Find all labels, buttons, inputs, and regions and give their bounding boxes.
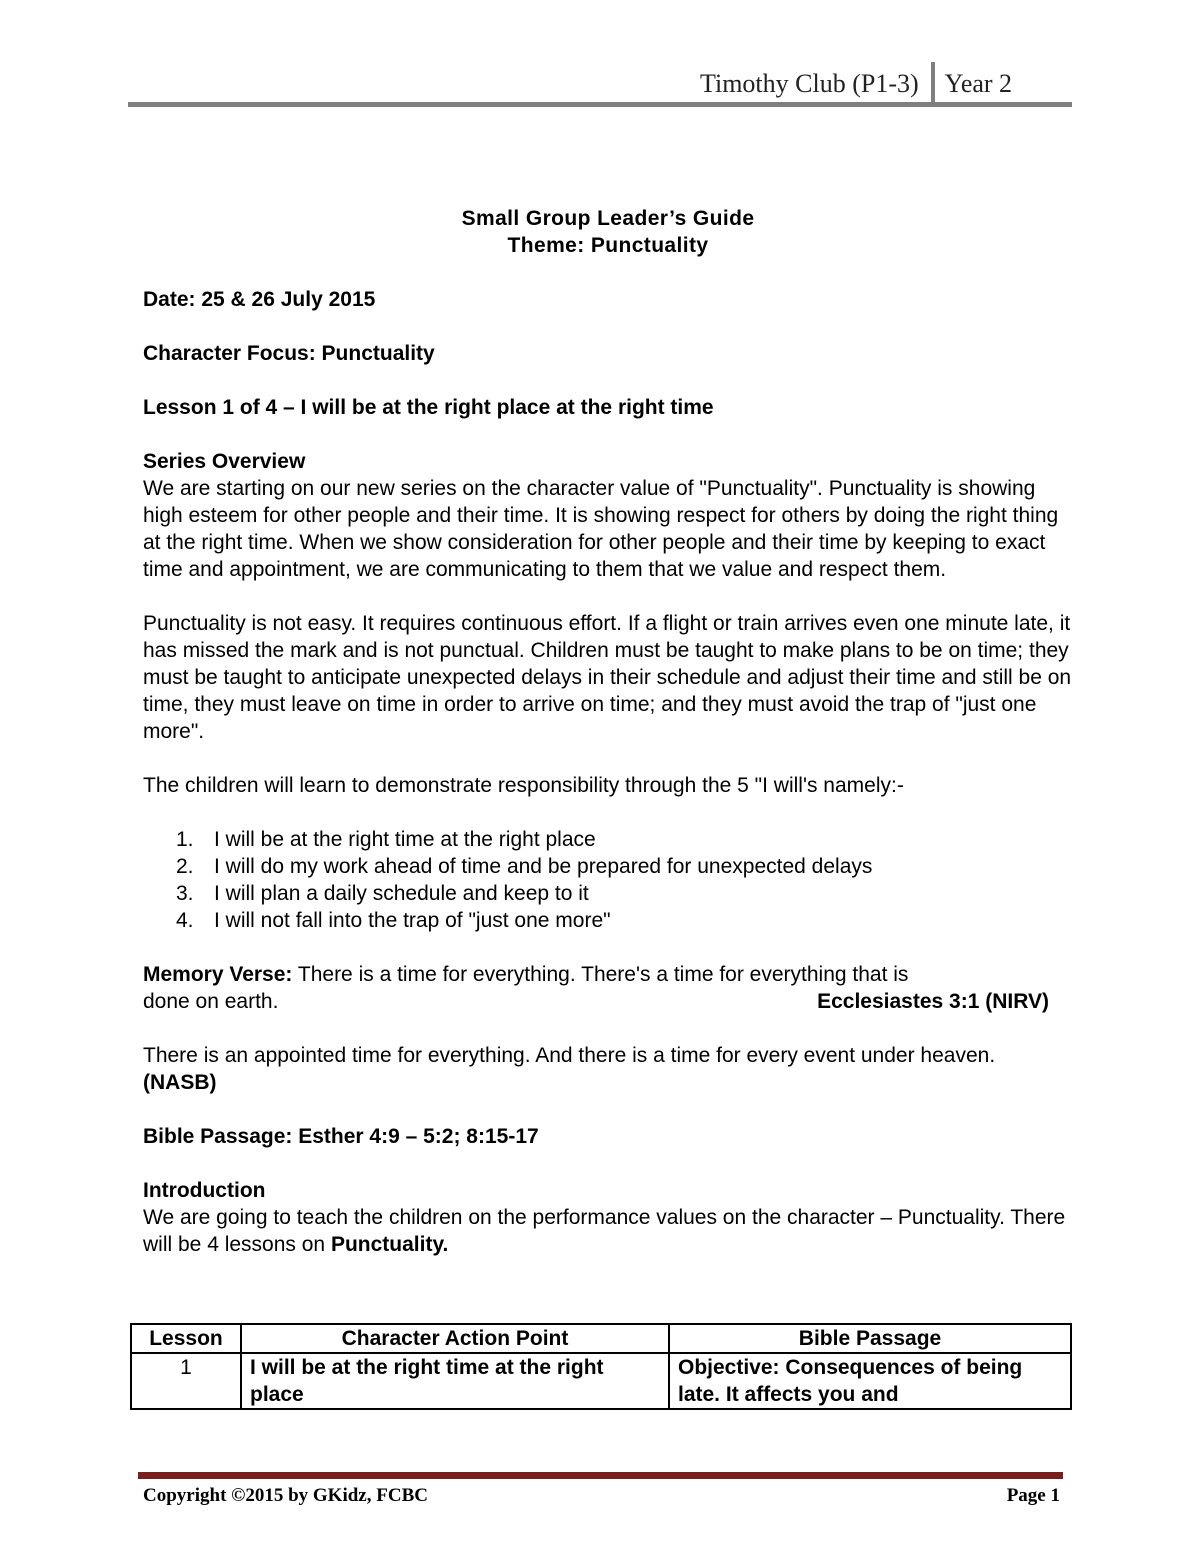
list-item: 4. I will not fall into the trap of "just one more" [176, 909, 611, 932]
series-overview-paragraph-2: Punctuality is not easy. It requires continuous effort. If a flight or train arrives even one minute late, it has missed the mark and is not punctual. Children must be taught to make plans to be on time; they must be taught to anticipate unexpected delays in their schedule and adjust their time and still be on time, they must leave on time in order to arrive on time; and they must avoid the trap of "just one more". [143, 612, 1072, 743]
memory-verse [143, 961, 1073, 988]
memory-verse-continuation [143, 988, 1049, 1015]
list-item: 2. I will do my work ahead of time and be prepared for unexpected delays [176, 855, 873, 878]
cell-lesson: 1 [131, 1353, 241, 1409]
character-focus: Character Focus: Punctuality [143, 342, 435, 365]
date-line: Date: 25 & 26 July 2015 [143, 288, 376, 311]
series-overview-paragraph-3: The children will learn to demonstrate responsibility through the 5 "I will's namely:- [143, 774, 904, 797]
lesson-title: Lesson 1 of 4 – I will be at the right place at the right time [143, 396, 714, 419]
memory-verse-label: Memory Verse: [143, 963, 293, 986]
header-club-title: Timothy Club (P1-3) [700, 69, 919, 98]
document-body [143, 205, 1073, 1258]
bible-passage: Bible Passage: Esther 4:9 – 5:2; 8:15-17 [143, 1125, 539, 1148]
cell-action: I will be at the right time at the right place [241, 1353, 669, 1409]
series-overview-paragraph-1: We are starting on our new series on the character value of "Punctuality". Punctuality is showing high esteem for other people and their time. It is showing respect for others by doing the right thing at the right time. When we show consideration for other people and their time by keeping to exact time and appointment, we are communicating to them that we value and respect them. [143, 477, 1059, 581]
introduction-text: We are going to teach the children on the performance values on the character – Punctuality. There will be 4 lessons on Punctuality. [143, 1206, 1066, 1256]
footer-rule [138, 1472, 1063, 1479]
header-year: Year 2 [944, 69, 1013, 98]
document-title: Small Group Leader’s Guide [461, 207, 755, 230]
memory-verse-text-end: done on earth. [143, 990, 279, 1013]
i-will-list [143, 826, 1073, 934]
column-header-bible-passage: Bible Passage [669, 1324, 1071, 1353]
cell-passage: Objective: Consequences of being late. It affects you and [669, 1353, 1071, 1409]
column-header-action-point: Character Action Point [241, 1324, 669, 1353]
footer-copyright: Copyright ©2015 by GKidz, FCBC [143, 1485, 428, 1506]
list-item: 1. I will be at the right time at the right place [176, 828, 596, 851]
footer-page-number: Page 1 [1006, 1485, 1060, 1506]
page-header [700, 64, 1012, 104]
table-header-row [131, 1324, 1071, 1353]
memory-verse-text: There is a time for everything. There's a time for everything that is [292, 963, 909, 986]
table-row [131, 1353, 1071, 1409]
header-rule [128, 102, 1072, 107]
document-theme: Theme: Punctuality [507, 234, 709, 257]
list-item: 3. I will plan a daily schedule and keep to it [176, 882, 589, 905]
nasb-label: (NASB) [143, 1071, 217, 1094]
nasb-verse: There is an appointed time for everything. And there is a time for every event under heaven. (NASB) [143, 1044, 996, 1094]
lessons-table [130, 1323, 1072, 1410]
introduction-heading: Introduction [143, 1179, 266, 1202]
header-separator [931, 62, 935, 106]
series-overview-heading: Series Overview [143, 450, 306, 473]
memory-verse-reference: Ecclesiastes 3:1 (NIRV) [817, 990, 1049, 1013]
column-header-lesson: Lesson [131, 1324, 241, 1353]
